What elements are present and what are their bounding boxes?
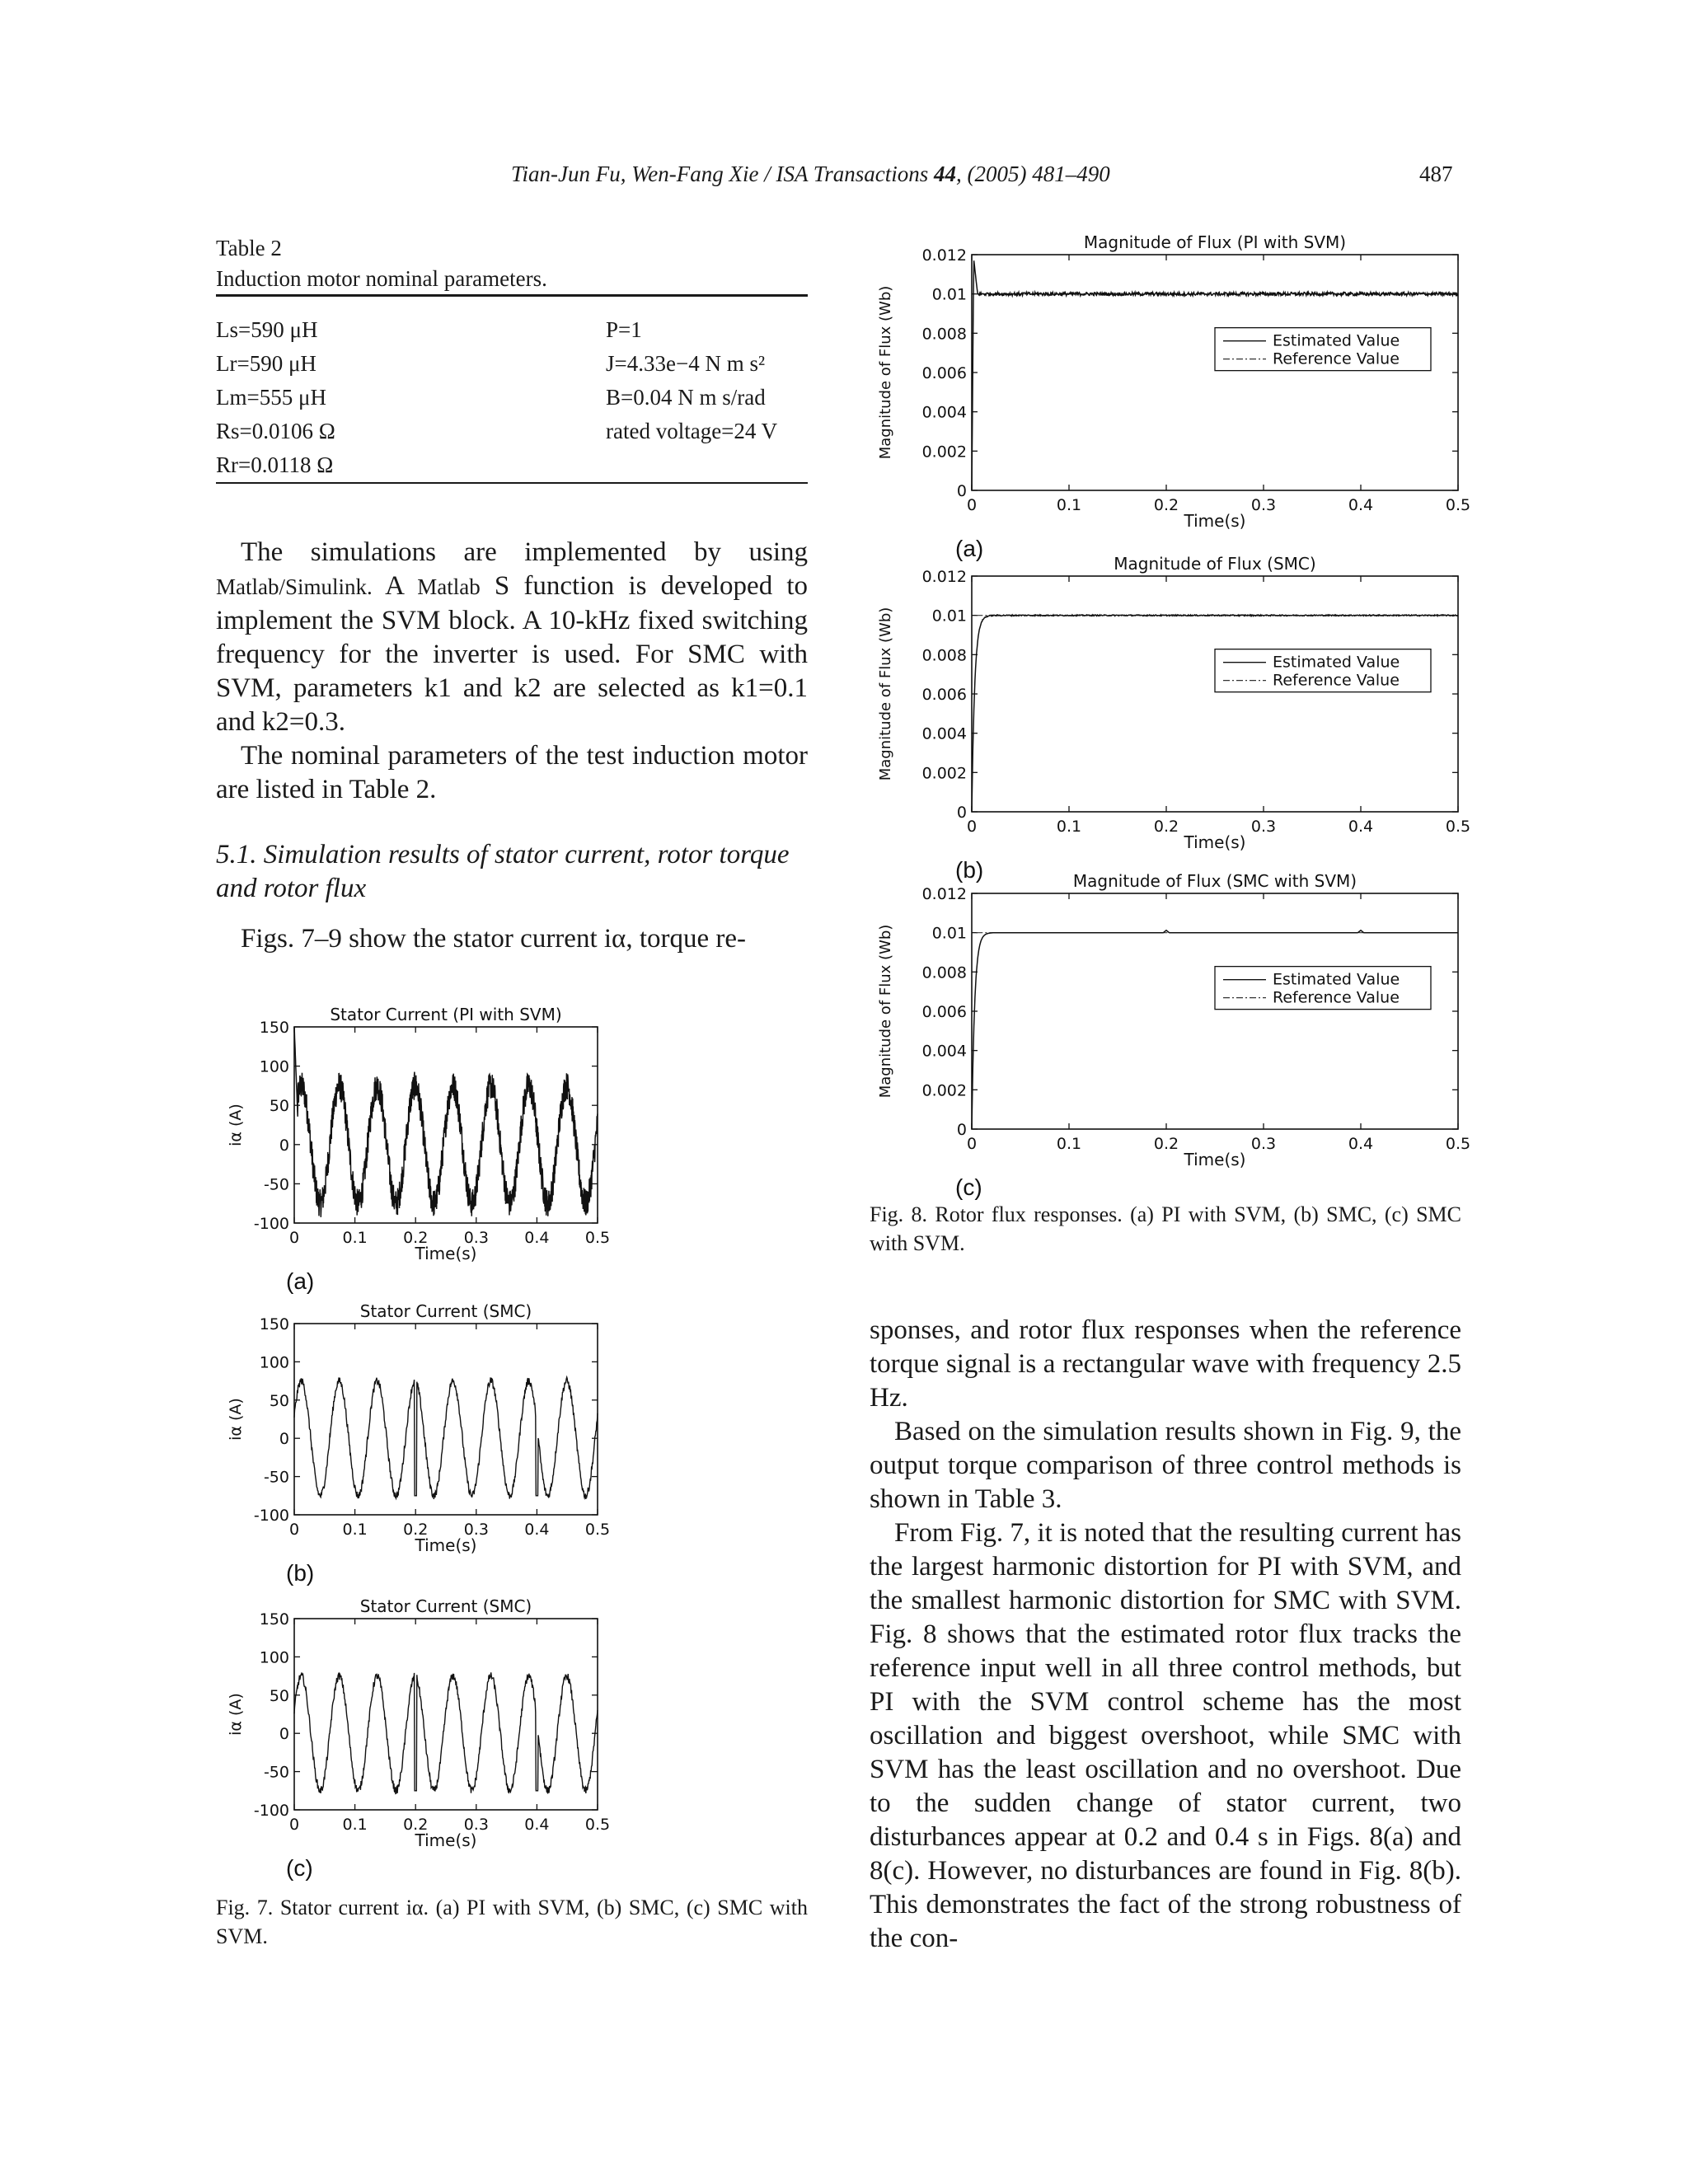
x-tick-label: 0.5 <box>1445 818 1471 836</box>
y-tick-label: -100 <box>253 1507 289 1525</box>
estimated-line <box>972 930 1458 1129</box>
table-cell: Rr=0.0118 Ω <box>216 452 334 477</box>
y-tick-label: 0.004 <box>921 403 967 422</box>
table-cell: Ls=590 μH <box>216 317 318 342</box>
chart-title: Magnitude of Flux (SMC with SVM) <box>1072 871 1357 891</box>
y-tick-label: 0.006 <box>921 364 967 382</box>
section-heading: 5.1. Simulation results of stator current, rotor torque and rotor flux <box>216 840 790 903</box>
paragraph: sponses, and rotor flux responses when the reference torque signal is a rectangular wave with frequency 2.5 Hz. <box>870 1315 1461 1413</box>
x-tick-label: 0.1 <box>1056 1135 1082 1153</box>
right-body-text <box>870 1314 1461 1956</box>
x-tick-label: 0 <box>288 1816 300 1834</box>
y-tick-label: -50 <box>263 1763 289 1782</box>
y-tick-label: 150 <box>259 1019 289 1037</box>
plot-frame <box>294 1619 598 1810</box>
series-line <box>294 1377 598 1499</box>
legend-label: Reference Value <box>1273 349 1400 368</box>
x-tick-label: 0.5 <box>584 1229 611 1247</box>
y-tick-label: 0.006 <box>921 686 967 704</box>
y-tick-label: 50 <box>269 1686 289 1705</box>
x-axis-label: Time(s) <box>1184 832 1246 852</box>
chart-fig8c <box>877 871 1470 1200</box>
left-body-text-2 <box>216 922 808 956</box>
x-tick-label: 0.2 <box>403 1229 429 1247</box>
legend-label: Estimated Value <box>1273 970 1400 989</box>
y-tick-label: -100 <box>253 1215 289 1233</box>
y-tick-label: 0 <box>279 1136 289 1155</box>
legend-label: Estimated Value <box>1273 331 1400 350</box>
y-tick-label: 0.012 <box>921 568 967 586</box>
estimated-line <box>972 260 1458 490</box>
fig7-caption: Fig. 7. Stator current iα. (a) PI with SVM, (b) SMC, (c) SMC with SVM. <box>216 1896 808 1948</box>
x-tick-label: 0 <box>966 1135 978 1153</box>
table-bottom-rule <box>216 482 808 484</box>
y-tick-label: 0.01 <box>931 924 967 943</box>
plot-frame <box>972 255 1458 490</box>
running-title: Tian-Jun Fu, Wen-Fang Xie / ISA Transactions 44, (2005) 481–490 <box>511 162 1110 186</box>
y-tick-label: 0.01 <box>931 607 967 626</box>
x-tick-label: 0.3 <box>463 1816 489 1834</box>
x-tick-label: 0.5 <box>1445 496 1471 514</box>
y-tick-label: 0.002 <box>921 443 967 462</box>
y-tick-label: 0 <box>279 1430 289 1449</box>
x-tick-label: 0.3 <box>1250 818 1277 836</box>
y-tick-label: 100 <box>259 1648 289 1667</box>
estimated-line <box>972 615 1458 812</box>
chart-fig8b <box>877 554 1470 883</box>
chart-title: Stator Current (PI with SVM) <box>330 1005 562 1024</box>
y-axis-label: iα (A) <box>227 1104 245 1146</box>
x-axis-label: Time(s) <box>415 1830 477 1850</box>
x-axis-label: Time(s) <box>1184 511 1246 531</box>
x-tick-label: 0.5 <box>584 1521 611 1539</box>
y-tick-label: 0.008 <box>921 963 967 982</box>
x-tick-label: 0.4 <box>1348 818 1374 836</box>
table-title: Induction motor nominal parameters. <box>216 266 547 291</box>
y-tick-label: 0.004 <box>921 1042 967 1061</box>
chart-fig8a <box>877 232 1470 561</box>
table-cell: B=0.04 N m s/rad <box>606 385 766 410</box>
chart-fig7a <box>227 1005 610 1294</box>
chart-fig7b <box>227 1301 610 1586</box>
x-tick-label: 0.2 <box>1153 496 1179 514</box>
y-tick-label: 0.006 <box>921 1003 967 1021</box>
legend-label: Reference Value <box>1273 988 1400 1007</box>
panel-label: (c) <box>955 1174 982 1200</box>
chart-title: Magnitude of Flux (SMC) <box>1114 554 1316 574</box>
x-axis-label: Time(s) <box>415 1535 477 1555</box>
x-tick-label: 0 <box>966 818 978 836</box>
x-tick-label: 0 <box>966 496 978 514</box>
table-cell: rated voltage=24 V <box>606 419 778 443</box>
x-tick-label: 0.1 <box>342 1229 368 1247</box>
x-tick-label: 0.3 <box>463 1229 489 1247</box>
y-tick-label: 100 <box>259 1353 289 1372</box>
plot-frame <box>972 576 1458 812</box>
y-tick-label: 0.012 <box>921 885 967 903</box>
paragraph: Based on the simulation results shown in Fig. 9, the output torque comparison of three control methods is shown in Table 3. <box>870 1417 1461 1514</box>
paragraph: The simulations are implemented by using Matlab/Simulink. A Matlab S function is developed to implement the SVM block. A 10-kHz fixed switching frequency for the inverter is used. For SMC with SVM, parameters k1 and k2 are selected as k1=0.1 and k2=0.3. <box>216 537 808 737</box>
table-column-2 <box>606 313 777 448</box>
y-tick-label: 0.002 <box>921 1081 967 1100</box>
y-tick-label: 0 <box>279 1725 289 1744</box>
left-body-text <box>216 536 808 807</box>
y-tick-label: 0.004 <box>921 724 967 743</box>
figure-7 <box>216 997 808 1887</box>
y-axis-label: Magnitude of Flux (Wb) <box>877 285 894 460</box>
x-tick-label: 0.4 <box>1348 496 1374 514</box>
chart-title: Magnitude of Flux (PI with SVM) <box>1083 232 1347 252</box>
panel-label: (b) <box>286 1560 315 1586</box>
panel-label: (c) <box>286 1855 313 1881</box>
y-tick-label: -100 <box>253 1802 289 1820</box>
y-tick-label: -50 <box>263 1468 289 1487</box>
y-tick-label: 0.002 <box>921 764 967 783</box>
fig8-caption: Fig. 8. Rotor flux responses. (a) PI with SVM, (b) SMC, (c) SMC with SVM. <box>870 1202 1461 1255</box>
x-tick-label: 0 <box>288 1521 300 1539</box>
y-tick-label: 150 <box>259 1315 289 1333</box>
y-axis-label: Magnitude of Flux (Wb) <box>877 607 894 781</box>
series-line <box>294 1027 598 1217</box>
panel-label: (b) <box>955 857 984 883</box>
chart-title: Stator Current (SMC) <box>359 1301 532 1321</box>
x-tick-label: 0.4 <box>524 1816 550 1834</box>
legend-label: Reference Value <box>1273 671 1400 690</box>
x-axis-label: Time(s) <box>415 1244 477 1263</box>
table-caption <box>216 233 547 294</box>
x-tick-label: 0.4 <box>1348 1135 1374 1153</box>
y-axis-label: iα (A) <box>227 1693 245 1736</box>
y-axis-label: Magnitude of Flux (Wb) <box>877 924 894 1099</box>
paragraph: The nominal parameters of the test induction motor are listed in Table 2. <box>216 741 808 804</box>
table-cell: Lm=555 μH <box>216 385 326 410</box>
x-tick-label: 0.3 <box>463 1521 489 1539</box>
table-top-rule <box>216 294 808 297</box>
y-tick-label: -50 <box>263 1175 289 1194</box>
y-tick-label: 0 <box>956 804 967 822</box>
plot-frame <box>972 893 1458 1129</box>
x-tick-label: 0.3 <box>1250 1135 1277 1153</box>
figure-8 <box>870 227 1471 1200</box>
y-tick-label: 50 <box>269 1097 289 1116</box>
running-header <box>0 162 1688 194</box>
table-label: Table 2 <box>216 236 282 260</box>
x-tick-label: 0.2 <box>403 1816 429 1834</box>
x-tick-label: 0.1 <box>342 1816 368 1834</box>
paragraph: Figs. 7–9 show the stator current iα, torque re- <box>241 924 746 954</box>
y-tick-label: 0.008 <box>921 646 967 665</box>
x-tick-label: 0.5 <box>1445 1135 1471 1153</box>
x-tick-label: 0.3 <box>1250 496 1277 514</box>
table-column-1 <box>216 313 335 482</box>
page-number: 487 <box>1419 162 1453 186</box>
y-tick-label: 50 <box>269 1391 289 1410</box>
series-line <box>294 1672 598 1793</box>
x-tick-label: 0.2 <box>1153 818 1179 836</box>
y-axis-label: iα (A) <box>227 1398 245 1441</box>
x-tick-label: 0.4 <box>524 1229 550 1247</box>
chart-fig7c <box>227 1596 610 1881</box>
x-tick-label: 0 <box>288 1229 300 1247</box>
legend-label: Estimated Value <box>1273 653 1400 672</box>
panel-label: (a) <box>286 1268 315 1294</box>
table-cell: Rs=0.0106 Ω <box>216 419 335 443</box>
paragraph: From Fig. 7, it is noted that the resulting current has the largest harmonic distortion for PI with SVM, and the smallest harmonic distortion for SMC with SVM. Fig. 8 shows that the estimated rotor flux tracks the reference input well in all three control methods, but PI with the SVM control scheme has the most oscillation and biggest overshoot, while SMC with SVM has the least oscillation and no overshoot. Due to the sudden change of stator current, two disturbances appear at 0.2 and 0.4 s in Figs. 8(a) and 8(c). However, no disturbances are found in Fig. 8(b). This demonstrates the fact of the strong robustness of the con- <box>870 1518 1461 1953</box>
y-tick-label: 0.012 <box>921 246 967 265</box>
y-tick-label: 100 <box>259 1057 289 1076</box>
panel-label: (a) <box>955 536 984 561</box>
chart-title: Stator Current (SMC) <box>359 1596 532 1616</box>
x-tick-label: 0.2 <box>403 1521 429 1539</box>
y-tick-label: 0 <box>956 482 967 500</box>
x-tick-label: 0.1 <box>342 1521 368 1539</box>
x-tick-label: 0.4 <box>524 1521 550 1539</box>
y-tick-label: 0.008 <box>921 325 967 344</box>
x-axis-label: Time(s) <box>1184 1150 1246 1169</box>
y-tick-label: 0 <box>956 1121 967 1139</box>
x-tick-label: 0.5 <box>584 1816 611 1834</box>
table-cell: J=4.33e−4 N m s² <box>606 351 766 376</box>
table-cell: P=1 <box>606 317 642 342</box>
y-tick-label: 0.01 <box>931 285 967 304</box>
x-tick-label: 0.1 <box>1056 496 1082 514</box>
table-cell: Lr=590 μH <box>216 351 316 376</box>
y-tick-label: 150 <box>259 1610 289 1629</box>
x-tick-label: 0.2 <box>1153 1135 1179 1153</box>
x-tick-label: 0.1 <box>1056 818 1082 836</box>
